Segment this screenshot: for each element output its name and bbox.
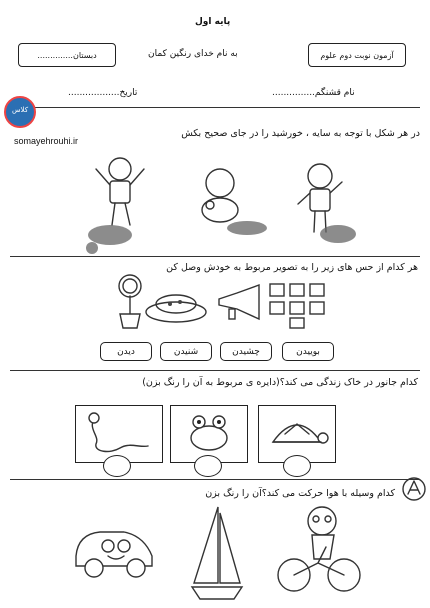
worm-icon bbox=[84, 412, 154, 456]
grade-title: پایه اول bbox=[195, 17, 231, 27]
bismillah: به نام خدای رنگین کمان bbox=[148, 49, 238, 59]
header-divider bbox=[10, 107, 420, 108]
option-hear[interactable]: شنیدن bbox=[160, 342, 212, 361]
logo-badge bbox=[4, 96, 36, 128]
frog-circle[interactable] bbox=[194, 455, 222, 477]
shadow-left bbox=[80, 220, 140, 260]
q2-divider bbox=[10, 370, 420, 371]
question-4: کدام وسیله با هوا حرکت می کند؟آن را رنگ بزن bbox=[205, 488, 395, 499]
megaphone-icon bbox=[215, 285, 265, 323]
picture-frames-icon bbox=[268, 282, 328, 330]
car-icon bbox=[68, 520, 158, 580]
turtle-circle[interactable] bbox=[283, 455, 311, 477]
emblem-icon bbox=[402, 476, 426, 502]
baby-figure bbox=[190, 165, 250, 225]
school-box[interactable]: دبستان.............. bbox=[18, 43, 116, 67]
food-plate-icon bbox=[145, 290, 207, 324]
option-smell[interactable]: بوییدن bbox=[282, 342, 334, 361]
date-field[interactable]: تاریخ.................. bbox=[68, 88, 138, 98]
option-taste[interactable]: چشیدن bbox=[220, 342, 272, 361]
shadow-middle bbox=[225, 220, 275, 240]
worm-circle[interactable] bbox=[103, 455, 131, 477]
shadow-right bbox=[318, 222, 363, 252]
q3-divider bbox=[10, 479, 420, 480]
logo-text: کلاس bbox=[11, 106, 29, 114]
question-1: در هر شکل با توجه به سایه ، خورشید را در جای صحیح بکش bbox=[181, 128, 420, 139]
sailboat-icon bbox=[188, 503, 246, 603]
turtle-icon bbox=[263, 414, 331, 456]
q1-divider bbox=[10, 256, 420, 257]
name-field[interactable]: نام قشنگم............... bbox=[272, 88, 355, 98]
question-2: هر کدام از حس های زیر را به تصویر مربوط به خودش وصل کن bbox=[166, 262, 418, 273]
frog-icon bbox=[181, 412, 237, 456]
flower-pot-icon bbox=[112, 274, 148, 330]
question-3: کدام جانور در خاک زندگی می کند؟(دایره ی مربوط به آن را رنگ بزن) bbox=[142, 377, 418, 388]
site-url[interactable]: somayehrouhi.ir bbox=[14, 136, 79, 146]
option-see[interactable]: دیدن bbox=[100, 342, 152, 361]
exam-title-box: آزمون نوبت دوم علوم bbox=[308, 43, 406, 67]
monkey-bicycle-icon bbox=[272, 503, 362, 595]
